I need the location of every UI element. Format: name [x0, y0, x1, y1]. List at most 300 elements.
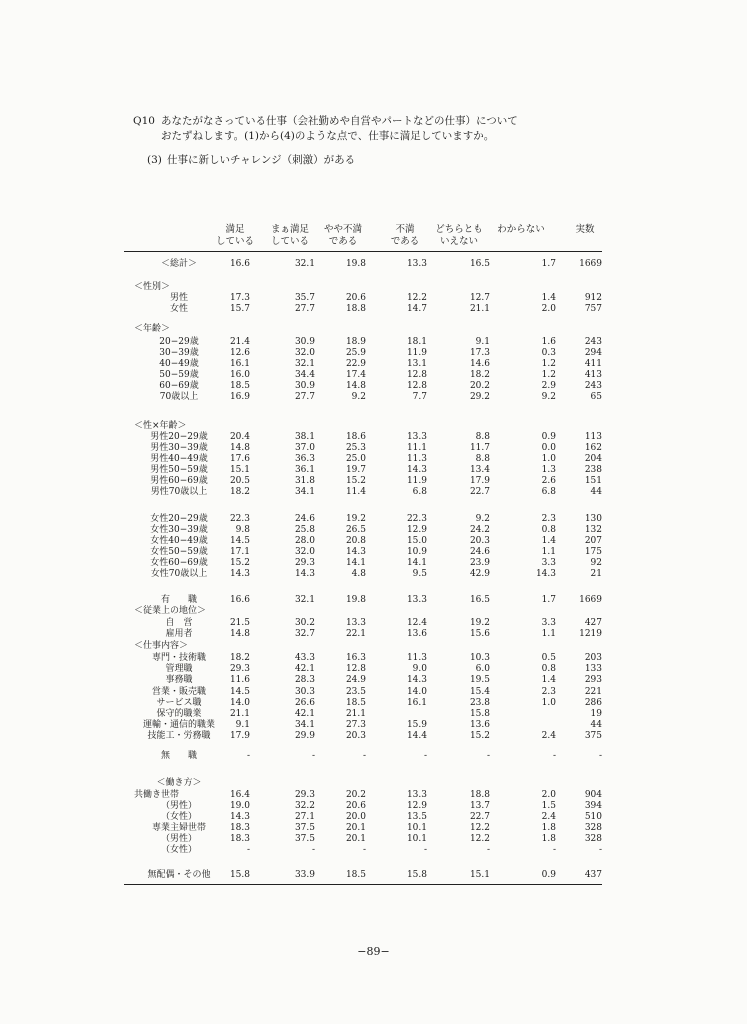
row-label: （男性） [160, 801, 197, 811]
cell-value: 20.5 [229, 476, 250, 486]
cell-value: 17.6 [229, 454, 250, 464]
cell-value: 2.6 [541, 476, 556, 486]
cell-value: 14.7 [406, 304, 427, 314]
row-label: 女性60−69歳 [150, 558, 208, 568]
table-row [124, 870, 602, 881]
cell-value: 1.2 [541, 359, 556, 369]
cell-value: 16.5 [469, 595, 490, 605]
cell-value: 11.4 [345, 487, 366, 497]
cell-value: - [552, 845, 556, 855]
cell-value: 9.2 [475, 514, 490, 524]
cell-value: 19.5 [469, 675, 490, 685]
cell-value: 25.8 [294, 525, 315, 535]
cell-value: 21.4 [229, 337, 250, 347]
cell-value: 13.1 [406, 359, 427, 369]
row-label: ＜性別＞ [134, 282, 171, 292]
cell-value: 2.3 [541, 687, 556, 697]
cell-value: 18.5 [229, 381, 250, 391]
cell-value: 1.0 [541, 454, 556, 464]
table-row [124, 392, 602, 403]
cell-value: 15.4 [469, 687, 490, 697]
cell-value: 23.5 [345, 687, 366, 697]
table-row [124, 443, 602, 454]
row-label: 女性20−29歳 [150, 514, 208, 524]
column-header [424, 224, 494, 250]
column-header-line1: 不満 [395, 224, 415, 235]
cell-value: 12.2 [406, 293, 427, 303]
bottom-rule [124, 884, 602, 885]
cell-value: 25.0 [345, 454, 366, 464]
cell-value: 238 [584, 465, 602, 475]
table-row [124, 536, 602, 547]
cell-value: 12.8 [406, 381, 427, 391]
cell-value: 20.0 [345, 812, 366, 822]
cell-value: 27.7 [294, 304, 315, 314]
row-label: 男性20−29歳 [150, 432, 208, 442]
cell-value: 1.1 [541, 629, 556, 639]
cell-value: 413 [584, 370, 602, 380]
cell-value: 0.9 [541, 432, 556, 442]
cell-value: - [552, 751, 556, 761]
table-section-heading [124, 282, 602, 293]
cell-value: 21.1 [229, 709, 250, 719]
subquestion-text: 仕事に新しいチャレンジ（刺激）がある [167, 154, 356, 166]
row-label: 男性50−59歳 [150, 465, 208, 475]
table-section-heading [124, 606, 602, 617]
table-row [124, 823, 602, 834]
cell-value: 32.2 [294, 801, 315, 811]
cell-value: 20.8 [345, 536, 366, 546]
row-label: （女性） [160, 845, 197, 855]
cell-value: 15.2 [345, 476, 366, 486]
cell-value: 15.1 [229, 465, 250, 475]
cell-value: 0.8 [541, 664, 556, 674]
table-section-heading [124, 778, 602, 789]
cell-value: 0.3 [541, 348, 556, 358]
table-row [124, 812, 602, 823]
cell-value: 11.7 [469, 443, 490, 453]
row-label: 男性60−69歳 [150, 476, 208, 486]
question-line-1: あなたがなさっている仕事（会社勤めや自営やパートなどの仕事）について [161, 115, 518, 127]
table-row [124, 558, 602, 569]
cell-value: 20.1 [345, 823, 366, 833]
row-label: 女性70歳以上 [150, 569, 208, 579]
row-label: 男性30−39歳 [150, 443, 208, 453]
table-row [124, 698, 602, 709]
cell-value: 20.3 [469, 536, 490, 546]
row-label: 70歳以上 [159, 392, 199, 402]
cell-value: 13.3 [345, 618, 366, 628]
column-header-line2: いえない [439, 236, 478, 247]
cell-value: 15.6 [469, 629, 490, 639]
cell-value: 14.3 [294, 569, 315, 579]
cell-value: 12.7 [469, 293, 490, 303]
cell-value: 2.4 [541, 812, 556, 822]
table-row [124, 731, 602, 742]
cell-value: 0.9 [541, 870, 556, 880]
cell-value: 9.8 [235, 525, 250, 535]
table-row [124, 709, 602, 720]
column-header [550, 224, 620, 250]
cell-value: 44 [590, 720, 602, 730]
cell-value: 14.1 [345, 558, 366, 568]
cell-value: 43.3 [294, 653, 315, 663]
row-label: 事務職 [165, 675, 193, 685]
cell-value: 32.0 [294, 348, 315, 358]
table-row [124, 514, 602, 525]
cell-value: 22.3 [406, 514, 427, 524]
column-header-line1: わからない [497, 224, 545, 235]
cell-value: 42.9 [469, 569, 490, 579]
cell-value: 14.3 [229, 569, 250, 579]
cell-value: 37.0 [294, 443, 315, 453]
cell-value: 10.3 [469, 653, 490, 663]
cell-value: 1.8 [541, 823, 556, 833]
table-row [124, 618, 602, 629]
cell-value: 17.4 [345, 370, 366, 380]
cell-value: 14.3 [229, 812, 250, 822]
row-label: 30−39歳 [159, 348, 199, 358]
cell-value: 15.9 [406, 720, 427, 730]
cell-value: 12.2 [469, 834, 490, 844]
cell-value: 44 [590, 487, 602, 497]
row-label: 無配偶・その他 [147, 870, 211, 880]
cell-value: 17.9 [229, 731, 250, 741]
cell-value: 15.8 [469, 709, 490, 719]
cell-value: 32.1 [294, 595, 315, 605]
cell-value: 37.5 [294, 823, 315, 833]
cell-value: 14.8 [229, 629, 250, 639]
cell-value: 12.9 [406, 525, 427, 535]
cell-value: 18.5 [345, 698, 366, 708]
column-header-line1: まぁ満足 [270, 224, 309, 235]
cell-value: 328 [584, 823, 602, 833]
table-row [124, 801, 602, 812]
cell-value: 757 [584, 304, 602, 314]
cell-value: 30.9 [294, 337, 315, 347]
cell-value: 16.5 [469, 259, 490, 269]
cell-value: 8.8 [475, 432, 490, 442]
cell-value: 1.8 [541, 834, 556, 844]
row-label: 40−49歳 [159, 359, 199, 369]
cell-value: 20.3 [345, 731, 366, 741]
cell-value: 0.8 [541, 525, 556, 535]
row-label: 男性 [169, 293, 188, 303]
cell-value: 9.1 [475, 337, 490, 347]
cell-value: 394 [584, 801, 602, 811]
column-header-line2: である [328, 236, 358, 247]
cell-value: 204 [584, 454, 602, 464]
row-label: ＜働き方＞ [156, 778, 202, 788]
cell-value: 11.3 [406, 454, 427, 464]
cell-value: - [362, 845, 366, 855]
cell-value: 15.7 [229, 304, 250, 314]
table-row [124, 476, 602, 487]
table-row [124, 525, 602, 536]
cell-value: 17.3 [229, 293, 250, 303]
cell-value: 437 [584, 870, 602, 880]
cell-value: 1.5 [541, 801, 556, 811]
row-label: （女性） [160, 812, 197, 822]
cell-value: 27.3 [345, 720, 366, 730]
cell-value: 3.3 [541, 618, 556, 628]
table-section-heading [124, 421, 602, 432]
row-label: ＜総計＞ [160, 259, 197, 269]
cell-value: 16.4 [229, 790, 250, 800]
cell-value: 24.6 [294, 514, 315, 524]
cell-value: 27.7 [294, 392, 315, 402]
cell-value: 16.0 [229, 370, 250, 380]
cell-value: 22.7 [469, 487, 490, 497]
cell-value: 13.3 [406, 432, 427, 442]
column-header [486, 224, 556, 250]
table-row [124, 259, 602, 270]
cell-value: 221 [584, 687, 602, 697]
cell-value: 16.9 [229, 392, 250, 402]
cell-value: 16.6 [229, 259, 250, 269]
cell-value: 203 [584, 653, 602, 663]
cell-value: 28.0 [294, 536, 315, 546]
row-label: 運輸・通信的職業 [142, 720, 215, 730]
table-row [124, 359, 602, 370]
cell-value: 42.1 [294, 709, 315, 719]
cell-value: 151 [584, 476, 602, 486]
row-label: 専門・技術職 [151, 653, 206, 663]
cell-value: 19.7 [345, 465, 366, 475]
cell-value: 13.6 [406, 629, 427, 639]
cell-value: - [311, 751, 315, 761]
cell-value: 21 [590, 569, 602, 579]
cell-value: 22.7 [469, 812, 490, 822]
row-label: 保守的職業 [156, 709, 202, 719]
cell-value: 11.9 [406, 348, 427, 358]
cell-value: 2.0 [541, 304, 556, 314]
cell-value: 20.6 [345, 801, 366, 811]
cell-value: 19.8 [345, 259, 366, 269]
cell-value: 29.3 [229, 664, 250, 674]
row-label: 20−29歳 [159, 337, 199, 347]
cell-value: 293 [584, 675, 602, 685]
row-label: 技能工・労務職 [147, 731, 211, 741]
cell-value: 19.8 [345, 595, 366, 605]
cell-value: - [486, 751, 490, 761]
table-row [124, 790, 602, 801]
cell-value: 18.5 [345, 870, 366, 880]
cell-value: 27.1 [294, 812, 315, 822]
cell-value: 12.2 [469, 823, 490, 833]
cell-value: 14.1 [406, 558, 427, 568]
cell-value: 18.3 [229, 834, 250, 844]
cell-value: 18.8 [345, 304, 366, 314]
cell-value: - [486, 845, 490, 855]
cell-value: 9.5 [412, 569, 427, 579]
cell-value: 36.3 [294, 454, 315, 464]
cell-value: 22.3 [229, 514, 250, 524]
row-label: 無 職 [160, 751, 197, 761]
cell-value: 207 [584, 536, 602, 546]
table-row [124, 432, 602, 443]
cell-value: 175 [584, 547, 602, 557]
cell-value: - [246, 751, 250, 761]
cell-value: 904 [584, 790, 602, 800]
cell-value: 14.8 [345, 381, 366, 391]
cell-value: 133 [584, 664, 602, 674]
subquestion-number: (3) [147, 154, 162, 166]
cell-value: 19.2 [345, 514, 366, 524]
cell-value: 14.3 [345, 547, 366, 557]
cell-value: 34.4 [294, 370, 315, 380]
cell-value: 1.1 [541, 547, 556, 557]
header-rule [124, 251, 602, 252]
cell-value: 11.1 [406, 443, 427, 453]
cell-value: 18.2 [229, 653, 250, 663]
column-header-line2: している [215, 236, 254, 247]
cell-value: 12.8 [345, 664, 366, 674]
cell-value: 25.3 [345, 443, 366, 453]
cell-value: 19 [590, 709, 602, 719]
cell-value: - [311, 845, 315, 855]
cell-value: 30.3 [294, 687, 315, 697]
cell-value: 19.0 [229, 801, 250, 811]
cell-value: 29.2 [469, 392, 490, 402]
cell-value: 26.6 [294, 698, 315, 708]
cell-value: 0.0 [541, 443, 556, 453]
row-label: 男性40−49歳 [150, 454, 208, 464]
cell-value: 37.5 [294, 834, 315, 844]
column-header-line2: である [390, 236, 420, 247]
cell-value: 21.1 [345, 709, 366, 719]
cell-value: 912 [584, 293, 602, 303]
cell-value: 243 [584, 381, 602, 391]
cell-value: 30.2 [294, 618, 315, 628]
cell-value: 10.1 [406, 834, 427, 844]
question-line-2: おたずねします。(1)から(4)のような点で、仕事に満足していますか。 [161, 130, 495, 142]
cell-value: 286 [584, 698, 602, 708]
cell-value: 3.3 [541, 558, 556, 568]
cell-value: 113 [584, 432, 602, 442]
table-row [124, 293, 602, 304]
cell-value: 2.4 [541, 731, 556, 741]
cell-value: 92 [590, 558, 602, 568]
cell-value: 20.2 [345, 790, 366, 800]
cell-value: 1.4 [541, 536, 556, 546]
cell-value: 6.0 [475, 664, 490, 674]
page-number: −89− [357, 945, 390, 958]
cell-value: 65 [590, 392, 602, 402]
table-row [124, 720, 602, 731]
cell-value: 32.1 [294, 359, 315, 369]
cell-value: 411 [584, 359, 602, 369]
row-label: 女性 [169, 304, 188, 314]
cell-value: 18.1 [406, 337, 427, 347]
cell-value: 375 [584, 731, 602, 741]
column-header-line1: どちらとも [435, 224, 483, 235]
table-row [124, 547, 602, 558]
cell-value: 18.9 [345, 337, 366, 347]
row-label: 女性30−39歳 [150, 525, 208, 535]
cell-value: 33.9 [294, 870, 315, 880]
cell-value: 4.8 [351, 569, 366, 579]
cell-value: 24.9 [345, 675, 366, 685]
cell-value: 14.8 [229, 443, 250, 453]
cell-value: 29.3 [294, 790, 315, 800]
cell-value: 15.8 [229, 870, 250, 880]
row-label: ＜仕事内容＞ [134, 641, 189, 651]
cell-value: 21.1 [469, 304, 490, 314]
cell-value: 427 [584, 618, 602, 628]
cell-value: 2.3 [541, 514, 556, 524]
cell-value: 29.9 [294, 731, 315, 741]
cell-value: 16.1 [406, 698, 427, 708]
cell-value: 15.2 [469, 731, 490, 741]
table-row [124, 465, 602, 476]
cell-value: 13.5 [406, 812, 427, 822]
cell-value: 2.9 [541, 381, 556, 391]
cell-value: 42.1 [294, 664, 315, 674]
table-section-heading [124, 324, 602, 335]
cell-value: 6.8 [541, 487, 556, 497]
column-header-line1: 満足 [225, 224, 245, 235]
cell-value: 10.9 [406, 547, 427, 557]
subquestion [147, 152, 355, 167]
cell-value: 12.4 [406, 618, 427, 628]
cell-value: 11.9 [406, 476, 427, 486]
cell-value: 2.0 [541, 790, 556, 800]
cell-value: 29.3 [294, 558, 315, 568]
cell-value: 36.1 [294, 465, 315, 475]
cell-value: - [362, 751, 366, 761]
table-row [124, 487, 602, 498]
cell-value: 23.8 [469, 698, 490, 708]
cell-value: 6.8 [412, 487, 427, 497]
cell-value: 162 [584, 443, 602, 453]
cell-value: 32.1 [294, 259, 315, 269]
cell-value: 7.7 [412, 392, 427, 402]
cell-value: 0.5 [541, 653, 556, 663]
row-label: サービス職 [156, 698, 202, 708]
cell-value: 15.2 [229, 558, 250, 568]
cell-value: 20.4 [229, 432, 250, 442]
cell-value: 14.5 [229, 687, 250, 697]
cell-value: 18.2 [229, 487, 250, 497]
cell-value: - [598, 845, 602, 855]
cell-value: 9.2 [541, 392, 556, 402]
cell-value: 13.3 [406, 595, 427, 605]
cell-value: - [423, 845, 427, 855]
cell-value: 24.2 [469, 525, 490, 535]
cell-value: 1.4 [541, 293, 556, 303]
cell-value: 38.1 [294, 432, 315, 442]
cell-value: 16.1 [229, 359, 250, 369]
cell-value: 11.6 [229, 675, 250, 685]
cell-value: 23.9 [469, 558, 490, 568]
cell-value: 20.2 [469, 381, 490, 391]
table-row [124, 845, 602, 856]
cell-value: 32.0 [294, 547, 315, 557]
cell-value: 12.8 [406, 370, 427, 380]
column-header-line2: 実数 [575, 224, 595, 235]
row-label: 管理職 [165, 664, 193, 674]
cell-value: 9.0 [412, 664, 427, 674]
cell-value: 1669 [579, 259, 602, 269]
cell-value: 18.2 [469, 370, 490, 380]
cell-value: 14.3 [535, 569, 556, 579]
column-header-line2: している [270, 236, 309, 247]
question-number: Q10 [133, 115, 155, 127]
cell-value: - [598, 751, 602, 761]
cell-value: 10.1 [406, 823, 427, 833]
cell-value: 17.9 [469, 476, 490, 486]
